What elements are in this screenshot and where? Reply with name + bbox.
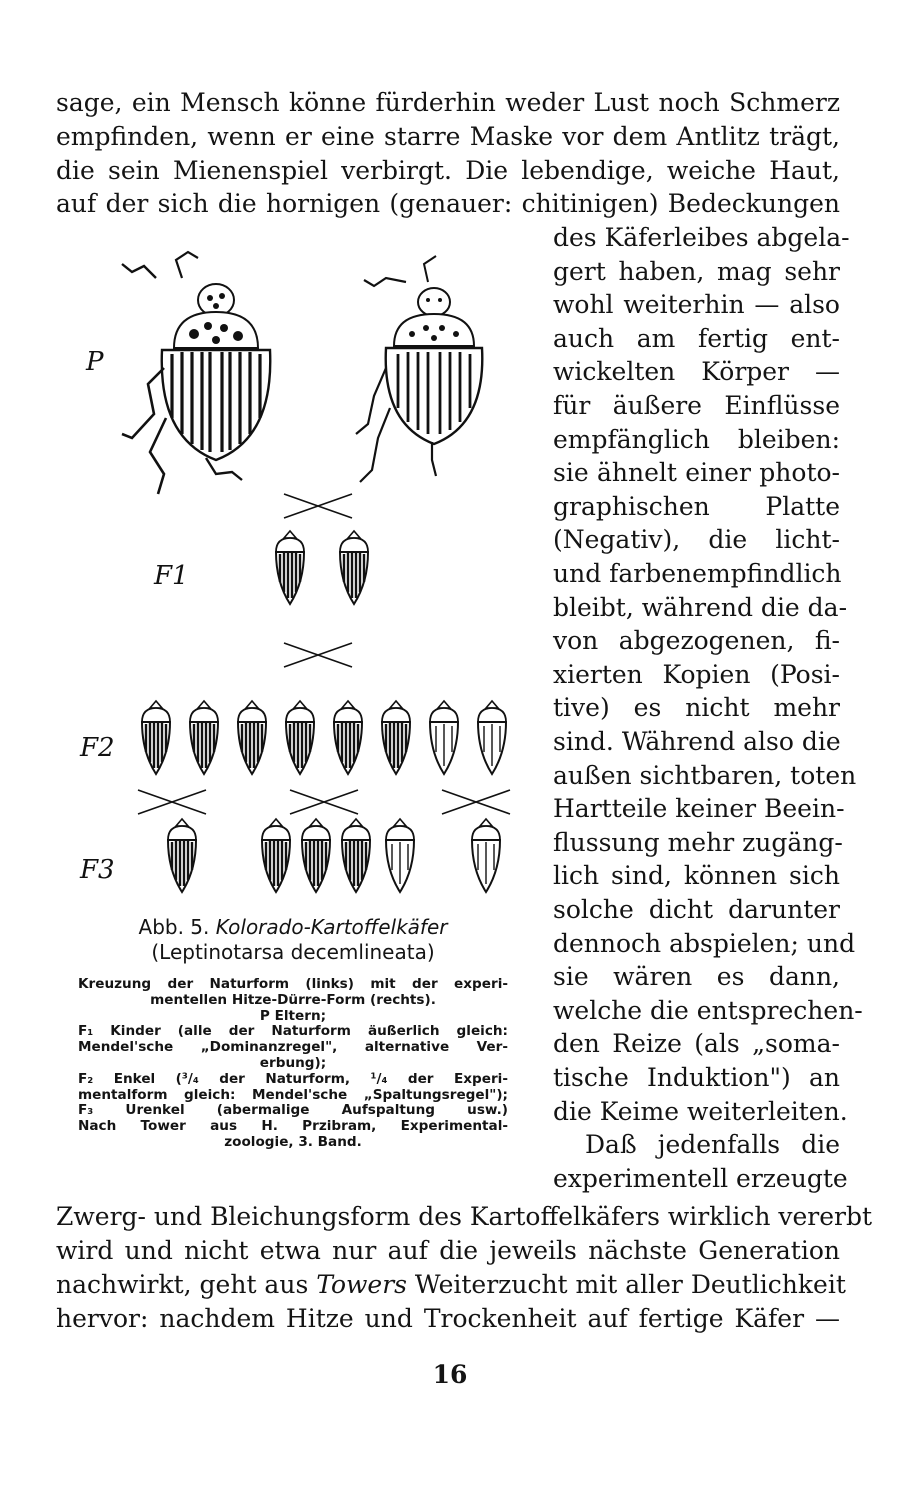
column-line-5: wickelten Körper —	[553, 357, 840, 387]
cross-mark-p	[284, 494, 352, 518]
figure-caption-latin: (Leptinotarsa decemlineata)	[151, 940, 435, 964]
text-line-bottom-3	[56, 1268, 846, 1302]
f2-beetle-5	[334, 701, 362, 774]
label-f1: F1	[154, 561, 189, 591]
cross-mark-f2-1	[138, 790, 206, 814]
column-line-10: (Negativ), die licht-	[553, 525, 840, 555]
f2-beetle-4	[286, 701, 314, 774]
f2-beetle-7	[430, 701, 458, 774]
text-line-4: auf der sich die hornigen (genauer: chitinigen) Bedeckungen	[56, 189, 840, 218]
f3-beetle-2	[262, 819, 290, 892]
column-line-4: auch am fertig ent-	[553, 323, 840, 353]
caption-line-4: F₁ Kinder (alle der Naturform äußerlich gleich:	[78, 1023, 508, 1040]
caption-line-9: F₃ Urenkel (abermalige Aufspaltung usw.)	[78, 1102, 508, 1119]
text-line-bottom-2: wird und nicht etwa nur auf die jeweils nächste Generation	[56, 1236, 840, 1265]
caption-line-11: zoologie, 3. Band.	[224, 1134, 362, 1150]
caption-line-3: P Eltern;	[259, 1007, 327, 1024]
label-f3: F3	[80, 855, 115, 885]
f2-beetle-1	[142, 701, 170, 774]
column-line-27: die Keime weiterleiten.	[553, 1096, 848, 1126]
caption-line-8: mentalform gleich: Mendel'sche „Spaltungsregel");	[78, 1086, 508, 1103]
column-line-24: welche die entsprechen-	[553, 995, 863, 1025]
column-line-19: flussung mehr zugäng-	[553, 827, 843, 857]
column-line-8: sie ähnelt einer photo-	[553, 458, 840, 488]
text-line-bottom-1: Zwerg- und Bleichungsform des Kartoffelkäfers wirklich vererbt	[56, 1202, 873, 1231]
column-line-28: Daß jedenfalls die	[585, 1130, 840, 1160]
column-line-26: tische Induktion") an	[553, 1063, 840, 1092]
column-line-7: empfänglich bleiben:	[553, 424, 840, 454]
column-line-23: sie wären es dann,	[553, 962, 840, 992]
caption-line-7: F₂ Enkel (³/₄ der Naturform, ¹/₄ der Experi-	[78, 1070, 508, 1087]
column-line-22: dennoch abspielen; und	[553, 928, 856, 958]
caption-species-name: Kolorado-Kartoffelkäfer	[215, 915, 448, 939]
text-line-1: sage, ein Mensch könne fürderhin weder Lust noch Schmerz	[56, 88, 840, 117]
beetle-figure	[56, 238, 536, 928]
column-line-25: den Reize (als „soma-	[553, 1029, 840, 1059]
column-line-13: von abgezogenen, fi-	[553, 626, 840, 656]
f2-beetle-6	[382, 701, 410, 774]
column-line-2: gert haben, mag sehr	[553, 256, 840, 286]
column-line-11: und farbenempfindlich	[553, 559, 842, 588]
caption-line-5: Mendel'sche „Dominanzregel", alternative Ver-	[78, 1039, 508, 1056]
f3-beetle-5	[386, 819, 414, 892]
f3-beetle-3	[302, 819, 330, 892]
label-p: P	[86, 347, 104, 377]
parent-experimental-form-beetle	[356, 256, 482, 482]
parent-natural-form-beetle	[122, 252, 270, 494]
column-line-3: wohl weiterhin — also	[553, 290, 840, 320]
f3-beetle-6	[472, 819, 500, 892]
column-line-9: graphischen Platte	[553, 491, 840, 521]
figure-caption-title	[78, 915, 508, 939]
column-line-12: bleibt, während die da-	[553, 592, 848, 622]
column-line-20: lich sind, können sich	[553, 861, 840, 891]
text-line-bottom-4: hervor: nachdem Hitze und Trockenheit auf fertige Käfer —	[56, 1304, 840, 1333]
f3-beetle-1	[168, 819, 196, 892]
f2-beetle-3	[238, 701, 266, 774]
f3-beetle-4	[342, 819, 370, 892]
caption-prefix: Abb. 5.	[138, 915, 210, 939]
column-line-1: des Käferleibes abgela-	[553, 223, 850, 252]
f2-beetle-2	[190, 701, 218, 774]
column-line-17: außen sichtbaren, toten	[553, 760, 857, 790]
page-number: 16	[432, 1360, 468, 1389]
column-line-16: sind. Während also die	[553, 727, 841, 756]
label-f2: F2	[80, 733, 115, 763]
column-line-29: experimentell erzeugte	[553, 1163, 848, 1193]
bottom-line-3-text: nachwirkt, geht aus Towers Weiterzucht mit aller Deutlichkeit	[56, 1270, 846, 1299]
column-line-6: für äußere Einflüsse	[553, 391, 840, 420]
column-line-15: tive) es nicht mehr	[553, 693, 840, 723]
caption-line-10: Nach Tower aus H. Przibram, Experimental-	[78, 1118, 508, 1135]
text-line-2: empfinden, wenn er eine starre Maske vor dem Antlitz trägt,	[56, 122, 840, 151]
f1-beetle-2	[340, 531, 368, 604]
column-line-21: solche dicht darunter	[553, 895, 840, 924]
caption-line-6: erbung);	[259, 1055, 327, 1071]
cross-mark-f2-3	[442, 790, 510, 814]
text-line-3: die sein Mienenspiel verbirgt. Die lebendige, weiche Haut,	[56, 156, 840, 185]
caption-line-1: Kreuzung der Naturform (links) mit der experi-	[78, 976, 508, 992]
f2-beetle-8	[478, 701, 506, 774]
column-line-14: xierten Kopien (Posi-	[553, 659, 840, 689]
cross-mark-f1	[284, 643, 352, 667]
column-line-18: Hartteile keiner Beein-	[553, 794, 845, 824]
cross-mark-f2-2	[290, 790, 358, 814]
f1-beetle-1	[276, 531, 304, 604]
caption-line-2: mentellen Hitze-Dürre-Form (rechts).	[150, 991, 436, 1008]
beetle-crossing-diagram	[56, 238, 536, 918]
